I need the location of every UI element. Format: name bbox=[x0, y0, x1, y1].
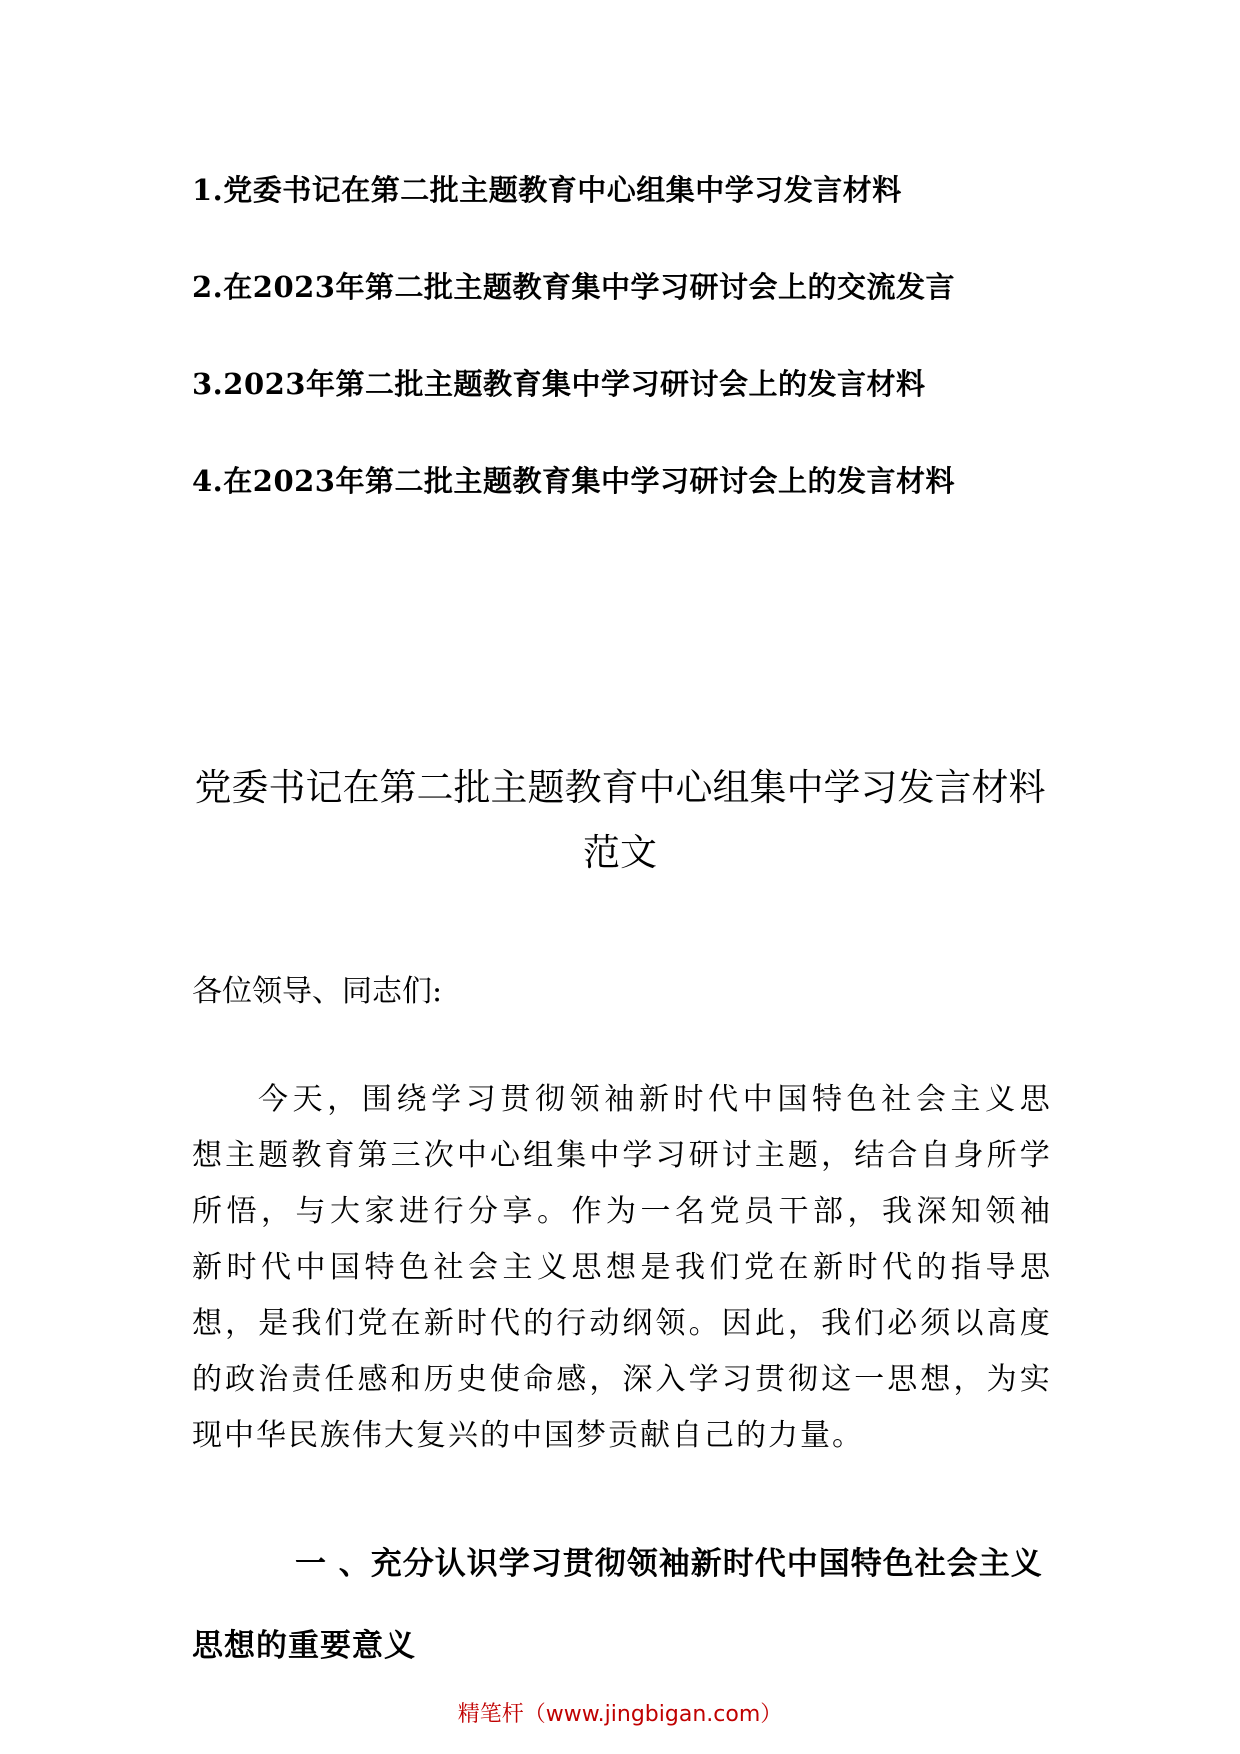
paragraph-char: 学 bbox=[688, 1362, 719, 1397]
paragraph-char: 第 bbox=[357, 1138, 388, 1173]
paragraph-char: 色 bbox=[846, 1082, 877, 1117]
paragraph-line bbox=[192, 1248, 1050, 1304]
paragraph-char: 心 bbox=[489, 1138, 520, 1173]
paragraph-char: 义 bbox=[985, 1082, 1016, 1117]
paragraph-char: 新 bbox=[638, 1082, 669, 1117]
paragraph-char: 是 bbox=[258, 1306, 289, 1341]
paragraph-char: 思 bbox=[571, 1250, 602, 1285]
paragraph-char: 主 bbox=[502, 1250, 533, 1285]
paragraph-char: 袖 bbox=[604, 1082, 635, 1117]
paragraph-char: 大 bbox=[330, 1194, 360, 1229]
paragraph-char: 社 bbox=[433, 1250, 464, 1285]
paragraph-char: 想 bbox=[192, 1306, 222, 1341]
paragraph-char: 此 bbox=[754, 1306, 785, 1341]
paragraph-char: 教 bbox=[291, 1138, 322, 1173]
paragraph-char: 围 bbox=[361, 1082, 392, 1117]
paragraph-char: 研 bbox=[688, 1138, 719, 1173]
paragraph-char: ， bbox=[847, 1194, 878, 1229]
paragraph-char: 和 bbox=[390, 1362, 421, 1397]
paragraph-char: 历 bbox=[423, 1362, 454, 1397]
paragraph-char: 党 bbox=[744, 1250, 774, 1285]
paragraph-char: 须 bbox=[920, 1306, 951, 1341]
paragraph-char: 名 bbox=[675, 1194, 705, 1229]
paragraph-char: 知 bbox=[951, 1194, 981, 1229]
paragraph-char: 习 bbox=[465, 1082, 496, 1117]
paragraph-char: 育 bbox=[324, 1138, 355, 1173]
greeting: 各位领导、同志们: bbox=[192, 974, 443, 1009]
paragraph-line bbox=[192, 1360, 1050, 1416]
paragraph-char: 领 bbox=[569, 1082, 600, 1117]
paragraph-char: 。 bbox=[537, 1194, 567, 1229]
toc-item-3[interactable]: 3.2023年第二批主题教育集中学习研讨会上的发言材料 bbox=[192, 367, 926, 401]
paragraph-char: 彻 bbox=[787, 1362, 818, 1397]
paragraph-char: 享 bbox=[502, 1194, 533, 1229]
paragraph-char: 组 bbox=[523, 1138, 554, 1173]
paragraph-char: ， bbox=[821, 1138, 852, 1173]
paragraph-char: 所 bbox=[192, 1194, 222, 1229]
paragraph-char: 特 bbox=[812, 1082, 842, 1117]
paragraph-char: 绕 bbox=[396, 1082, 427, 1117]
paragraph-char: 领 bbox=[985, 1194, 1016, 1229]
paragraph-char: 干 bbox=[778, 1194, 809, 1229]
paragraph-char: 集 bbox=[556, 1138, 587, 1173]
paragraph-char: 合 bbox=[887, 1138, 918, 1173]
paragraph-char: 进 bbox=[399, 1194, 429, 1229]
table-of-contents bbox=[192, 170, 1092, 558]
paragraph-char: 自 bbox=[920, 1138, 951, 1173]
paragraph-char: 袖 bbox=[1020, 1194, 1050, 1229]
paragraph-char: 想 bbox=[606, 1250, 636, 1285]
paragraph-line bbox=[192, 1080, 1050, 1136]
paragraph-char: 任 bbox=[324, 1362, 355, 1397]
paragraph-char: 部 bbox=[813, 1194, 843, 1229]
paragraph-char: 纲 bbox=[622, 1306, 653, 1341]
paragraph-char: 想 bbox=[192, 1138, 222, 1173]
paragraph-char: 中 bbox=[456, 1138, 487, 1173]
paragraph-char: ， bbox=[225, 1306, 256, 1341]
paragraph-char: 领 bbox=[655, 1306, 686, 1341]
section-heading-continued: 思想的重要意义 bbox=[192, 1628, 416, 1664]
footer-watermark: 精笔杆（www.jingbigan.com） bbox=[457, 1702, 783, 1727]
paragraph-char: 史 bbox=[456, 1362, 487, 1397]
paragraph-char: 行 bbox=[556, 1306, 587, 1341]
paragraph-char: 责 bbox=[291, 1362, 322, 1397]
paragraph-char: 党 bbox=[709, 1194, 740, 1229]
paragraph-char: 思 bbox=[1019, 1082, 1050, 1117]
paragraph-char: 作 bbox=[571, 1194, 602, 1229]
paragraph-char: 们 bbox=[324, 1306, 355, 1341]
paragraph-char: 度 bbox=[1019, 1306, 1050, 1341]
paragraph-char: 新 bbox=[813, 1250, 843, 1285]
paragraph-char: 必 bbox=[887, 1306, 918, 1341]
paragraph-char: ， bbox=[589, 1362, 620, 1397]
paragraph-char: 代 bbox=[261, 1250, 291, 1285]
paragraph-char: 入 bbox=[655, 1362, 686, 1397]
paragraph-char: 动 bbox=[589, 1306, 620, 1341]
paragraph-char: 中 bbox=[742, 1082, 773, 1117]
paragraph-char: 命 bbox=[523, 1362, 554, 1397]
paragraph-char: 使 bbox=[489, 1362, 520, 1397]
paragraph-char: 代 bbox=[882, 1250, 912, 1285]
paragraph-char: 以 bbox=[953, 1306, 984, 1341]
paragraph-char: 在 bbox=[390, 1306, 421, 1341]
paragraph-char: 国 bbox=[777, 1082, 808, 1117]
paragraph-char: 感 bbox=[556, 1362, 587, 1397]
paragraph-char: 一 bbox=[640, 1194, 671, 1229]
paragraph-char: 会 bbox=[468, 1250, 498, 1285]
paragraph-char: 们 bbox=[709, 1250, 740, 1285]
paragraph-char: 思 bbox=[1020, 1250, 1050, 1285]
paragraph-char: 主 bbox=[225, 1138, 256, 1173]
paragraph-char: 社 bbox=[881, 1082, 912, 1117]
paragraph-char: 代 bbox=[489, 1306, 520, 1341]
paragraph-line: 现中华民族伟大复兴的中国梦贡献自己的力量。 bbox=[192, 1418, 864, 1453]
paragraph-char: 所 bbox=[986, 1138, 1017, 1173]
paragraph-char: 我 bbox=[821, 1306, 852, 1341]
paragraph-char: 因 bbox=[721, 1306, 752, 1341]
paragraph-char: 主 bbox=[950, 1082, 981, 1117]
paragraph-char: 党 bbox=[357, 1306, 388, 1341]
paragraph-char: 色 bbox=[399, 1250, 429, 1285]
document-title: 党委书记在第二批主题教育中心组集中学习发言材料 bbox=[194, 766, 1046, 809]
paragraph-char: 一 bbox=[854, 1362, 885, 1397]
paragraph-char: 为 bbox=[606, 1194, 636, 1229]
paragraph-char: 治 bbox=[258, 1362, 289, 1397]
paragraph-char: 义 bbox=[537, 1250, 567, 1285]
paragraph-char: 讨 bbox=[721, 1138, 752, 1173]
paragraph-char: 主 bbox=[754, 1138, 785, 1173]
intro-paragraph bbox=[192, 1080, 1050, 1472]
paragraph-char: ， bbox=[261, 1194, 291, 1229]
paragraph-char: 结 bbox=[854, 1138, 885, 1173]
paragraph-char: 的 bbox=[916, 1250, 947, 1285]
paragraph-char: 导 bbox=[985, 1250, 1016, 1285]
paragraph-char: ， bbox=[953, 1362, 984, 1397]
paragraph-char: 指 bbox=[951, 1250, 981, 1285]
paragraph-char: 家 bbox=[364, 1194, 395, 1229]
paragraph-char: 我 bbox=[675, 1250, 705, 1285]
paragraph-char: 时 bbox=[226, 1250, 257, 1285]
paragraph-char: 与 bbox=[295, 1194, 326, 1229]
paragraph-char: 学 bbox=[431, 1082, 462, 1117]
paragraph-char: 是 bbox=[640, 1250, 671, 1285]
paragraph-char: 悟 bbox=[226, 1194, 257, 1229]
paragraph-char: 新 bbox=[192, 1250, 222, 1285]
paragraph-char: 新 bbox=[423, 1306, 454, 1341]
paragraph-char: 中 bbox=[589, 1138, 620, 1173]
paragraph-char: 彻 bbox=[535, 1082, 565, 1117]
toc-item-2[interactable]: 2.在2023年第二批主题教育集中学习研讨会上的交流发言 bbox=[192, 270, 955, 304]
paragraph-char: 次 bbox=[423, 1138, 454, 1173]
paragraph-line bbox=[192, 1136, 1050, 1192]
paragraph-char: 为 bbox=[986, 1362, 1017, 1397]
paragraph-char: 实 bbox=[1019, 1362, 1050, 1397]
paragraph-char: 学 bbox=[622, 1138, 653, 1173]
toc-item-1[interactable]: 1.党委书记在第二批主题教育中心组集中学习发言材料 bbox=[192, 173, 902, 207]
paragraph-char: 深 bbox=[622, 1362, 653, 1397]
paragraph-char: 的 bbox=[523, 1306, 554, 1341]
paragraph-char: 们 bbox=[854, 1306, 885, 1341]
paragraph-line bbox=[192, 1304, 1050, 1360]
paragraph-line bbox=[192, 1192, 1050, 1248]
paragraph-char: 。 bbox=[688, 1306, 719, 1341]
document-title-subline: 范文 bbox=[583, 831, 657, 874]
paragraph-char: 会 bbox=[915, 1082, 946, 1117]
paragraph-char: 思 bbox=[887, 1362, 918, 1397]
paragraph-char: 代 bbox=[708, 1082, 739, 1117]
paragraph-char: 我 bbox=[882, 1194, 912, 1229]
paragraph-char: 分 bbox=[468, 1194, 498, 1229]
paragraph-char: ， bbox=[327, 1082, 358, 1117]
toc-item-4[interactable]: 4.在2023年第二批主题教育集中学习研讨会上的发言材料 bbox=[192, 464, 955, 498]
paragraph-char: 天 bbox=[292, 1082, 323, 1117]
paragraph-char: 我 bbox=[291, 1306, 322, 1341]
paragraph-char: 国 bbox=[330, 1250, 360, 1285]
section-heading: 一 、充分认识学习贯彻领袖新时代中国特色社会主义 bbox=[295, 1546, 1043, 1582]
paragraph-char: 的 bbox=[192, 1362, 222, 1397]
paragraph-char: 这 bbox=[821, 1362, 852, 1397]
paragraph-char: 题 bbox=[787, 1138, 818, 1173]
paragraph-char: 贯 bbox=[500, 1082, 531, 1117]
paragraph-char: 员 bbox=[744, 1194, 774, 1229]
paragraph-char: 时 bbox=[456, 1306, 487, 1341]
paragraph-char: 中 bbox=[295, 1250, 326, 1285]
paragraph-char: 今 bbox=[258, 1082, 288, 1117]
paragraph-char: 学 bbox=[1019, 1138, 1050, 1173]
paragraph-char: 在 bbox=[778, 1250, 809, 1285]
paragraph-char: 身 bbox=[953, 1138, 984, 1173]
paragraph-char: 时 bbox=[847, 1250, 878, 1285]
paragraph-char: 习 bbox=[721, 1362, 752, 1397]
paragraph-char: 高 bbox=[986, 1306, 1017, 1341]
paragraph-char: 想 bbox=[920, 1362, 951, 1397]
paragraph-char: 三 bbox=[390, 1138, 421, 1173]
paragraph-char: ， bbox=[787, 1306, 818, 1341]
paragraph-char: 习 bbox=[655, 1138, 686, 1173]
paragraph-char: 感 bbox=[357, 1362, 388, 1397]
paragraph-char: 行 bbox=[433, 1194, 464, 1229]
paragraph-char: 题 bbox=[258, 1138, 289, 1173]
paragraph-char: 贯 bbox=[754, 1362, 785, 1397]
paragraph-char: 特 bbox=[364, 1250, 395, 1285]
paragraph-char: 时 bbox=[673, 1082, 704, 1117]
paragraph-char: 政 bbox=[225, 1362, 256, 1397]
paragraph-char: 深 bbox=[916, 1194, 947, 1229]
